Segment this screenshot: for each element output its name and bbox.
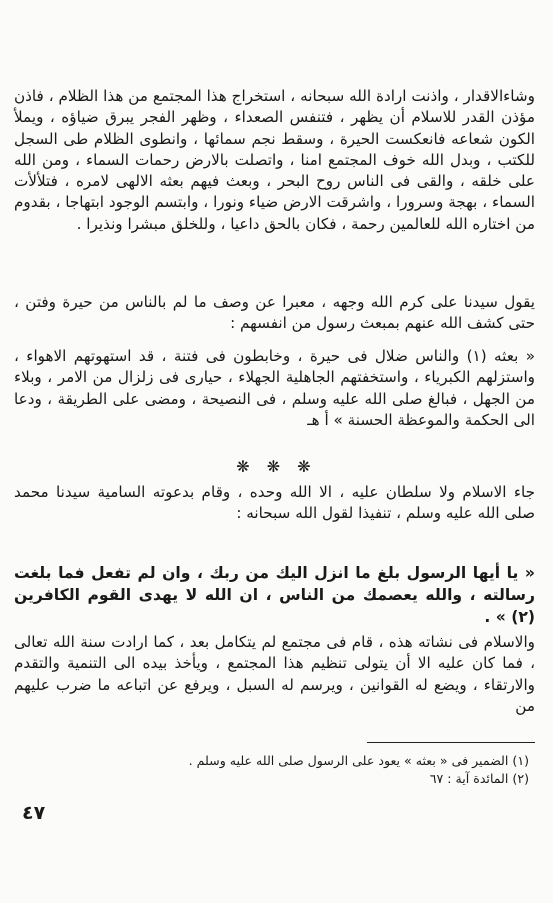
footnote-2: (٢) المائدة آية : ٦٧ — [429, 771, 529, 786]
paragraph-4: والاسلام فى نشاته هذه ، قام فى مجتمع لم يتكامل بعد ، كما ارادت سنة الله تعالى ، فما كان عليه الا أن يتولى تنظيم هذا المجتمع ، ويأخذ بيده الى التنمية والتقدم والارتقاء ، ويضع له القوانين ، ويرسم له السبل ، ويرفع عن اتباعه ما ضرب عليهم من — [14, 633, 535, 715]
paragraph-1: وشاءالاقدار ، واذنت ارادة الله سبحانه ، استخراج هذا المجتمع من هذا الظلام ، فاذن مؤذن القدر للاسلام أن يظهر ، فتنفس الصعداء ، وظهر الفجر يبرق ضياؤه ، ويملأ الكون شعاعه فانعكست الحيرة ، وسقط نجم سمائها ، وانطوى الظلام طى السجل للكتب ، وبدل الله خوف المجتمع امنا ، واتصلت بالارض رحمات السماء ، ومن الله على خلقه ، والقى فى الناس روح البحر ، وبعث فيهم بعثه الالهى لامره ، فتلألأت السماء ، بهجة وسرورا ، واشرقت الارض ضياء ونورا ، وابتسم الوجود ابتهاجا ، بقدوم من اختاره الله للعالمين رحمة ، فكان بالحق داعيا ، وللخلق مبشرا ونذيرا . — [14, 87, 535, 233]
page-number: ٤٧ — [22, 802, 46, 824]
paragraph-2: يقول سيدنا على كرم الله وجهه ، معبرا عن وصف ما لم بالناس من حيرة وفتن ، حتى كشف الله عنهم بمبعث رسول من انفسهم : — [14, 293, 535, 333]
quran-verse: « يا أيها الرسول بلغ ما انزل اليك من ربك ، وان لم تفعل فما بلغت رسالته ، والله يعصمك من الناس ، ان الله لا يهدى القوم الكافرين (٢) » . — [14, 564, 535, 626]
paragraph-3: جاء الاسلام ولا سلطان عليه ، الا الله وحده ، وقام بدعوته السامية سيدنا محمد صلى الله عليه وسلم ، تنفيذا لقول الله سبحانه : — [14, 483, 535, 523]
footnote-divider — [367, 742, 535, 743]
quote-paragraph: « بعثه (١) والناس ضلال فى حيرة ، وخابطون فى فتنة ، قد استهوتهم الاهواء ، واستزلهم الكبرياء ، واستخفتهم الجاهلية الجهلاء ، حيارى فى زلزال من الامر ، وبلاء من الجهل ، فبالغ صلى الله عليه وسلم ، فى النصيحة ، ومضى على الطريقة ، ودعا الى الحكمة والموعظة الحسنة » أ هـ — [14, 347, 535, 429]
footnote-1: (١) الضمير فى « بعثه » يعود على الرسول صلى الله عليه وسلم . — [188, 753, 529, 768]
section-separator: ❋ ❋ ❋ — [236, 457, 317, 476]
